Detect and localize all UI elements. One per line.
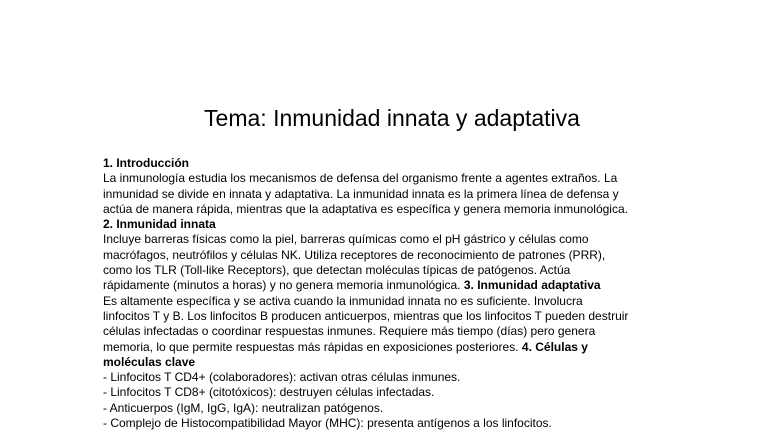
paragraph-line: Es altamente específica y se activa cuando la inmunidad innata no es suficiente. Involucra (103, 293, 583, 308)
paragraph-line: como los TLR (Toll-like Receptors), que detectan moléculas típicas de patógenos. Actúa (103, 263, 571, 278)
paragraph-line: macrófagos, neutrófilos y células NK. Utiliza receptores de reconocimiento de patrones (PRR), (103, 247, 606, 262)
paragraph-line: células infectadas o coordinar respuestas inmunes. Requiere más tiempo (días) pero genera (103, 324, 596, 339)
paragraph-line (103, 278, 703, 293)
document-title: Tema: Inmunidad innata y adaptativa (204, 105, 580, 131)
section-heading-celulas-moleculas-cont: moléculas clave (103, 354, 196, 369)
paragraph-text: memoria, lo que permite respuestas más rápidas en exposiciones posteriores. (103, 339, 519, 354)
paragraph-line: inmunidad se divide en innata y adaptativa. La inmunidad innata es la primera línea de defensa y (103, 186, 619, 201)
paragraph-line: La inmunología estudia los mecanismos de defensa del organismo frente a agentes extraños. La (103, 171, 618, 186)
list-item: - Anticuerpos (IgM, IgG, IgA): neutralizan patógenos. (103, 400, 384, 415)
section-heading-inmunidad-innata: 2. Inmunidad innata (103, 217, 216, 232)
paragraph-line: Incluye barreras físicas como la piel, barreras químicas como el pH gástrico y células como (103, 232, 589, 247)
section-heading-celulas-moleculas: 4. Células y (521, 339, 588, 354)
section-heading-inmunidad-adaptativa: 3. Inmunidad adaptativa (463, 278, 601, 293)
paragraph-text: rápidamente (minutos a horas) y no genera memoria inmunológica. (103, 278, 461, 293)
document-body (103, 156, 703, 431)
list-item: - Linfocitos T CD4+ (colaboradores): activan otras células inmunes. (103, 370, 461, 385)
paragraph-line: actúa de manera rápida, mientras que la adaptativa es específica y genera memoria inmunológica. (103, 201, 628, 216)
paragraph-line (103, 340, 703, 355)
section-heading-introduccion: 1. Introducción (103, 156, 190, 170)
list-item: - Complejo de Histocompatibilidad Mayor (MHC): presenta antígenos a los linfocitos. (103, 416, 552, 431)
list-item: - Linfocitos T CD8+ (citotóxicos): destruyen células infectadas. (103, 385, 435, 400)
paragraph-line: linfocitos T y B. Los linfocitos B producen anticuerpos, mientras que los linfocitos T pueden destruir (103, 308, 629, 323)
